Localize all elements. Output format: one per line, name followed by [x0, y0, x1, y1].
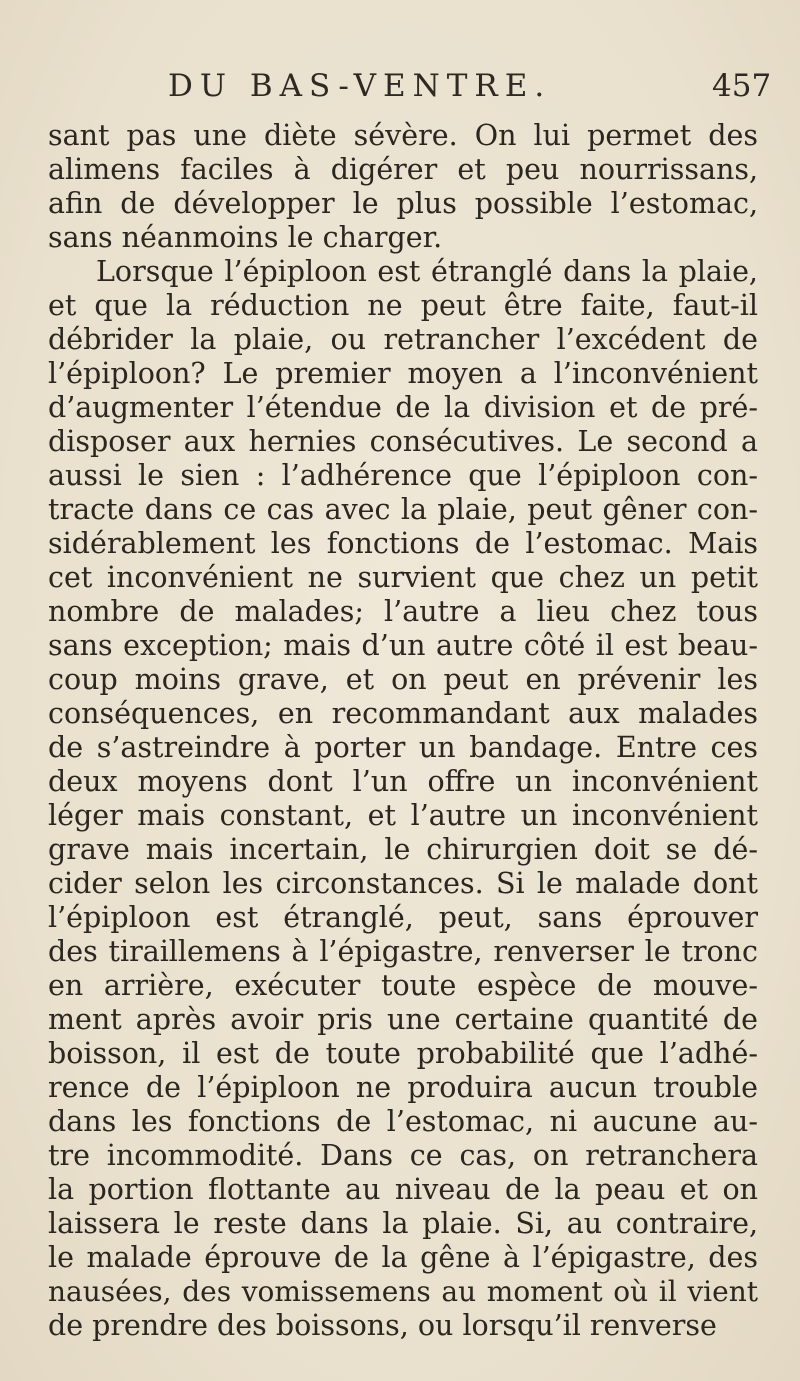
text-line: grave mais incertain, le chirurgien doit se dé-: [48, 833, 758, 866]
page-number: 457: [712, 68, 772, 104]
text-line: Lorsque l’épiploon est étranglé dans la plaie,: [96, 255, 758, 288]
text-line: en arrière, exécuter toute espèce de mouve-: [48, 969, 758, 1002]
text-line: le malade éprouve de la gêne à l’épigastre, des: [48, 1241, 758, 1274]
text-line: dans les fonctions de l’estomac, ni aucune au-: [48, 1105, 758, 1138]
text-line: tre incommodité. Dans ce cas, on retranchera: [48, 1139, 758, 1172]
text-line: débrider la plaie, ou retrancher l’excédent de: [48, 323, 758, 356]
text-line: sans exception; mais d’un autre côté il est beau-: [48, 629, 758, 662]
text-line: boisson, il est de toute probabilité que l’adhé-: [48, 1037, 758, 1070]
text-line: rence de l’épiploon ne produira aucun trouble: [48, 1071, 758, 1104]
text-line: de s’astreindre à porter un bandage. Entre ces: [48, 731, 758, 764]
text-line: la portion flottante au niveau de la peau et on: [48, 1173, 758, 1206]
text-line: de prendre des boissons, ou lorsqu’il renverse: [48, 1309, 717, 1342]
text-line: cet inconvénient ne survient que chez un petit: [48, 561, 758, 594]
text-line: aussi le sien : l’adhérence que l’épiploon con-: [48, 459, 758, 492]
text-line: d’augmenter l’étendue de la division et de pré-: [48, 391, 758, 424]
text-line: l’épiploon est étranglé, peut, sans éprouver: [48, 901, 758, 934]
text-line: nausées, des vomissemens au moment où il vient: [48, 1275, 758, 1308]
text-line: nombre de malades; l’autre a lieu chez tous: [48, 595, 758, 628]
text-line: léger mais constant, et l’autre un inconvénient: [48, 799, 758, 832]
text-line: sans néanmoins le charger.: [48, 221, 443, 254]
text-line: tracte dans ce cas avec la plaie, peut gêner con-: [48, 493, 758, 526]
page-header: [0, 68, 800, 112]
text-line: cider selon les circonstances. Si le malade dont: [48, 867, 758, 900]
text-line: coup moins grave, et on peut en prévenir les: [48, 663, 758, 696]
text-line: afin de développer le plus possible l’estomac,: [48, 187, 758, 220]
text-line: conséquences, en recommandant aux malades: [48, 697, 758, 730]
text-line: laissera le reste dans la plaie. Si, au contraire,: [48, 1207, 758, 1240]
text-line: sidérablement les fonctions de l’estomac. Mais: [48, 527, 758, 560]
text-line: et que la réduction ne peut être faite, faut-il: [48, 289, 758, 322]
running-title: DU BAS-VENTRE.: [168, 68, 552, 104]
text-line: disposer aux hernies consécutives. Le second a: [48, 425, 758, 458]
text-line: sant pas une diète sévère. On lui permet des: [48, 119, 758, 152]
text-line: l’épiploon? Le premier moyen a l’inconvénient: [48, 357, 758, 390]
text-line: deux moyens dont l’un offre un inconvénient: [48, 765, 758, 798]
text-line: alimens faciles à digérer et peu nourrissans,: [48, 153, 758, 186]
text-line: ment après avoir pris une certaine quantité de: [48, 1003, 758, 1036]
text-line: des tiraillemens à l’épigastre, renverser le tronc: [48, 935, 758, 968]
